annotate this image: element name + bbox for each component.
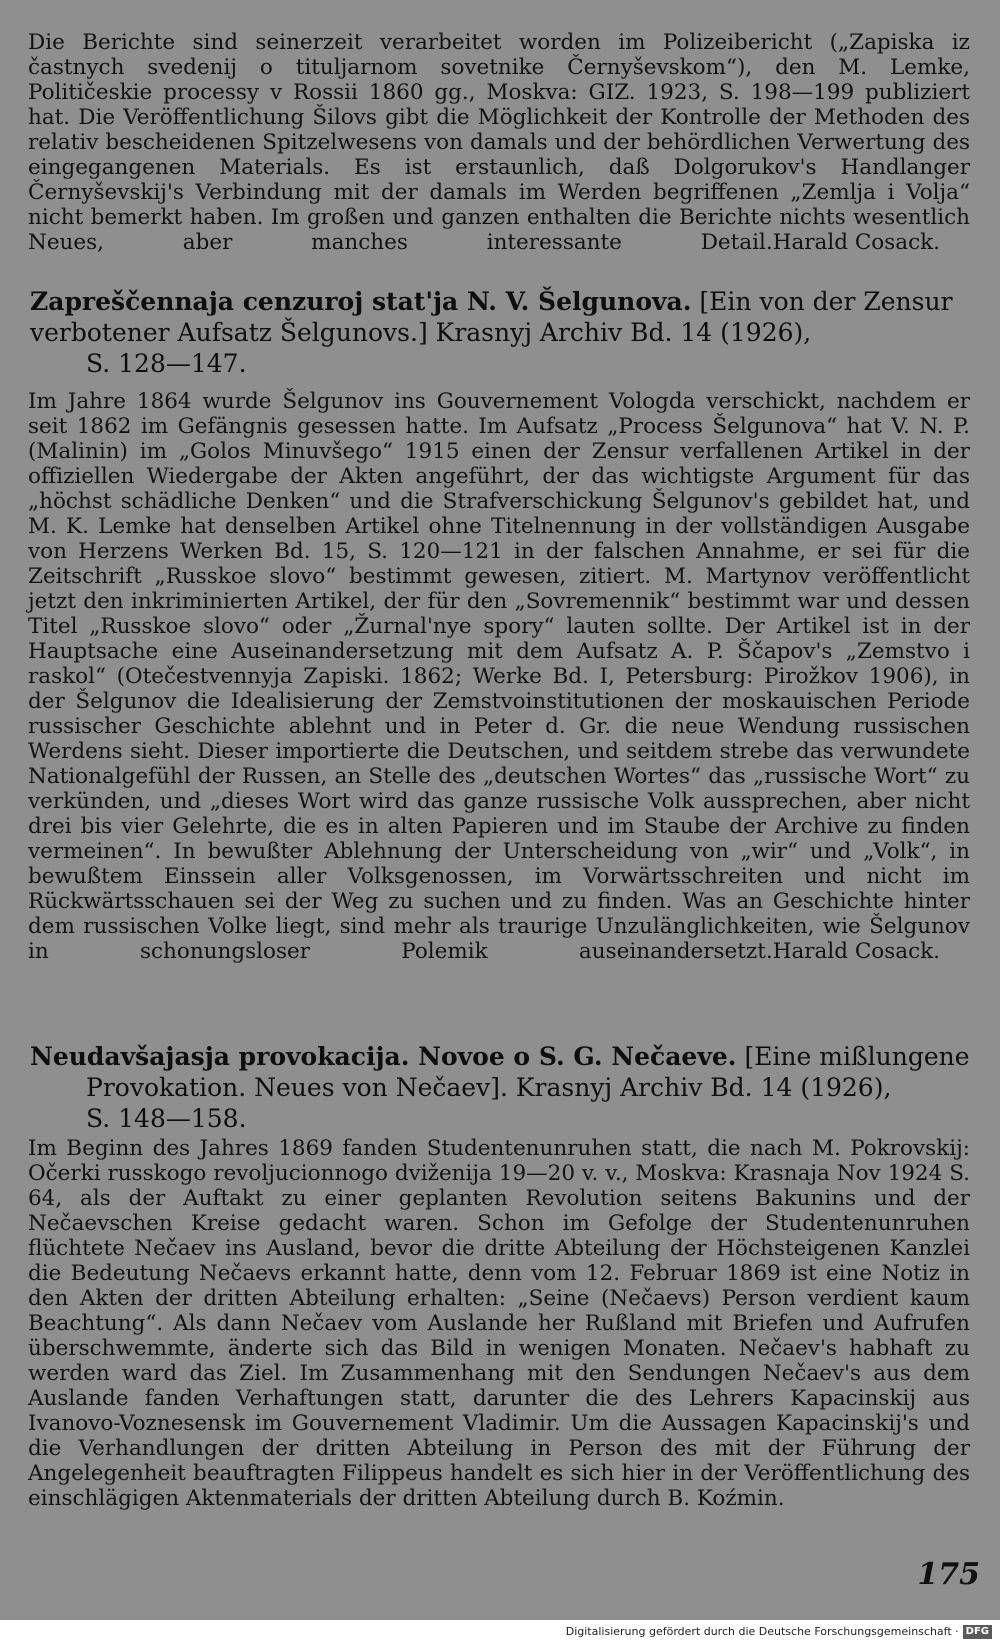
review-3-title-rest: [Eine mißlungene [744,1042,970,1071]
review-2-title: Zapreščennaja cenzuroj stat'ja N. V. Šelgunova. [30,287,692,316]
review-2-heading [30,286,970,379]
page-number: 175 [917,1557,980,1592]
review-1-body [28,30,970,255]
review-2-title-rest: [Ein von der Zensur verbotener Aufsatz Šelgunovs.] Krasnyj Archiv Bd. 14 (1926), [30,287,953,347]
review-3-title: Neudavšajasja provokacija. Novoe o S. G. Nečaeve. [30,1042,737,1071]
review-3-body [28,1136,970,1511]
review-3-pages: S. 148—158. [86,1104,247,1133]
footer-credit: Digitalisierung gefördert durch die Deutsche Forschungsgemeinschaft · [565,1625,959,1638]
review-3-title-line2: Provokation. Neues von Nečaev]. Krasnyj Archiv Bd. 14 (1926), [86,1073,892,1102]
digitization-footer [566,1622,992,1642]
review-1-text: Die Berichte sind seinerzeit verarbeitet worden im Polizeibericht („Zapiska iz častnych svedenij o tituljarnom sovetnike Černyševskom“), den M. Lemke, Političeskie processy v Rossii 1860 gg., Moskva: GIZ. 1923, S. 198—199 publiziert hat. Die Veröffentlichung Šilovs gibt die Möglichkeit der Kontrolle der Methoden des relativ bescheidenen Spitzelwesens von damals und der behördlichen Verwertung des eingegangenen Materials. Es ist erstaunlich, daß Dolgorukov's Handlanger Černyševskij's Verbindung mit der damals im Werden begriffenen „Zemlja i Volja“ nicht bemerkt haben. Im großen und ganzen enthalten die Berichte nichts wesentlich Neues, aber manches interessante Detail. [28,30,970,255]
review-3-text: Im Beginn des Jahres 1869 fanden Studentenunruhen statt, die nach M. Pokrovskij: Očerki russkogo revoljucionnogo dviženija 19—20 v. v., Moskva: Krasnaja Nov 1924 S. 64, als der Auftakt zu einer geplanten Revolution seitens Bakunins und der Nečaevschen Kreise gedacht waren. Schon im Gefolge der Studentenunruhen flüchtete Nečaev ins Ausland, bevor die dritte Abteilung der Höchsteigenen Kanzlei die Bedeutung Nečaevs erkannt hatte, denn vom 12. Februar 1869 ist eine Notiz in den Akten der dritten Abteilung erhalten: „Seine (Nečaevs) Person verdient kaum Beachtung“. Als dann Nečaev vom Auslande her Rußland mit Briefen und Aufrufen überschwemmte, änderte sich das Bild in wenigen Monaten. Nečaev's habhaft zu werden ward das Ziel. Im Zusammenhang mit den Sendungen Nečaev's aus dem Auslande fanden Verhaftungen statt, darunter die des Lehrers Kapacinskij aus Ivanovo-Voznesensk im Gouvernement Vladimir. Um die Aussagen Kapacinskij's und die Verhandlungen der dritten Abteilung in Person des mit der Führung der Angelegenheit beauftragten Filippeus handelt es sich hier in der Veröffentlichung des einschlägigen Aktenmaterials der dritten Abteilung durch B. Koźmin. [28,1136,970,1511]
review-2-signature: Harald Cosack. [772,939,940,964]
review-2-pages: S. 128—147. [86,349,247,378]
review-2-body [28,389,970,964]
review-2-text: Im Jahre 1864 wurde Šelgunov ins Gouvernement Vologda verschickt, nachdem er seit 1862 im Gefängnis gesessen hatte. Im Aufsatz „Process Šelgunova“ hat V. N. P. (Malinin) im „Golos Minuvšego“ 1915 einen der Zensur verfallenen Artikel in der offiziellen Wiedergabe der Akten angeführt, der das wichtigste Argument für das „höchst schädliche Denken“ und die Strafverschickung Šelgunov's gebildet hat, und M. K. Lemke hat denselben Artikel ohne Titelnennung in der vollständigen Ausgabe von Herzens Werken Bd. 15, S. 120—121 in der falschen Annahme, er sei für die Zeitschrift „Russkoe slovo“ bestimmt gewesen, zitiert. M. Martynov veröffentlicht jetzt den inkriminierten Artikel, der für den „Sovremennik“ bestimmt war und dessen Titel „Russkoe slovo“ oder „Žurnal'nye spory“ lauten sollte. Der Artikel ist in der Hauptsache eine Auseinandersetzung mit dem Aufsatz A. P. Ščapov's „Zemstvo i raskol“ (Otečestvennyja Zapiski. 1862; Werke Bd. I, Petersburg: Pirožkov 1906), in der Šelgunov die Idealisierung der Zemstvoinstitutionen der moskauischen Periode russischer Geschichte ablehnt und in Peter d. Gr. die neue Wendung russischen Werdens sieht. Dieser importierte die Deutschen, und seitdem strebe das verwundete Nationalgefühl der Russen, an Stelle des „deutschen Wortes“ das „russische Wort“ zu verkünden, und „dieses Wort wird das ganze russische Volk aussprechen, aber nicht drei bis vier Gelehrte, die es in alten Papieren und im Staube der Archive zu finden vermeinen“. In bewußter Ablehnung der Unterscheidung von „wir“ und „Volk“, in bewußtem Einssein aller Volksgenossen, im Vorwärtsschreiten und nicht im Rückwärtsschauen sei der Weg zu suchen und zu finden. Was an Geschichte hinter dem russischen Volke liegt, sind mehr als traurige Unzulänglichkeiten, wie Šelgunov in schonungsloser Polemik auseinandersetzt. [28,389,970,964]
review-3-heading [30,1041,970,1134]
review-1-signature: Harald Cosack. [772,230,940,255]
dfg-logo: DFG [963,1625,992,1639]
